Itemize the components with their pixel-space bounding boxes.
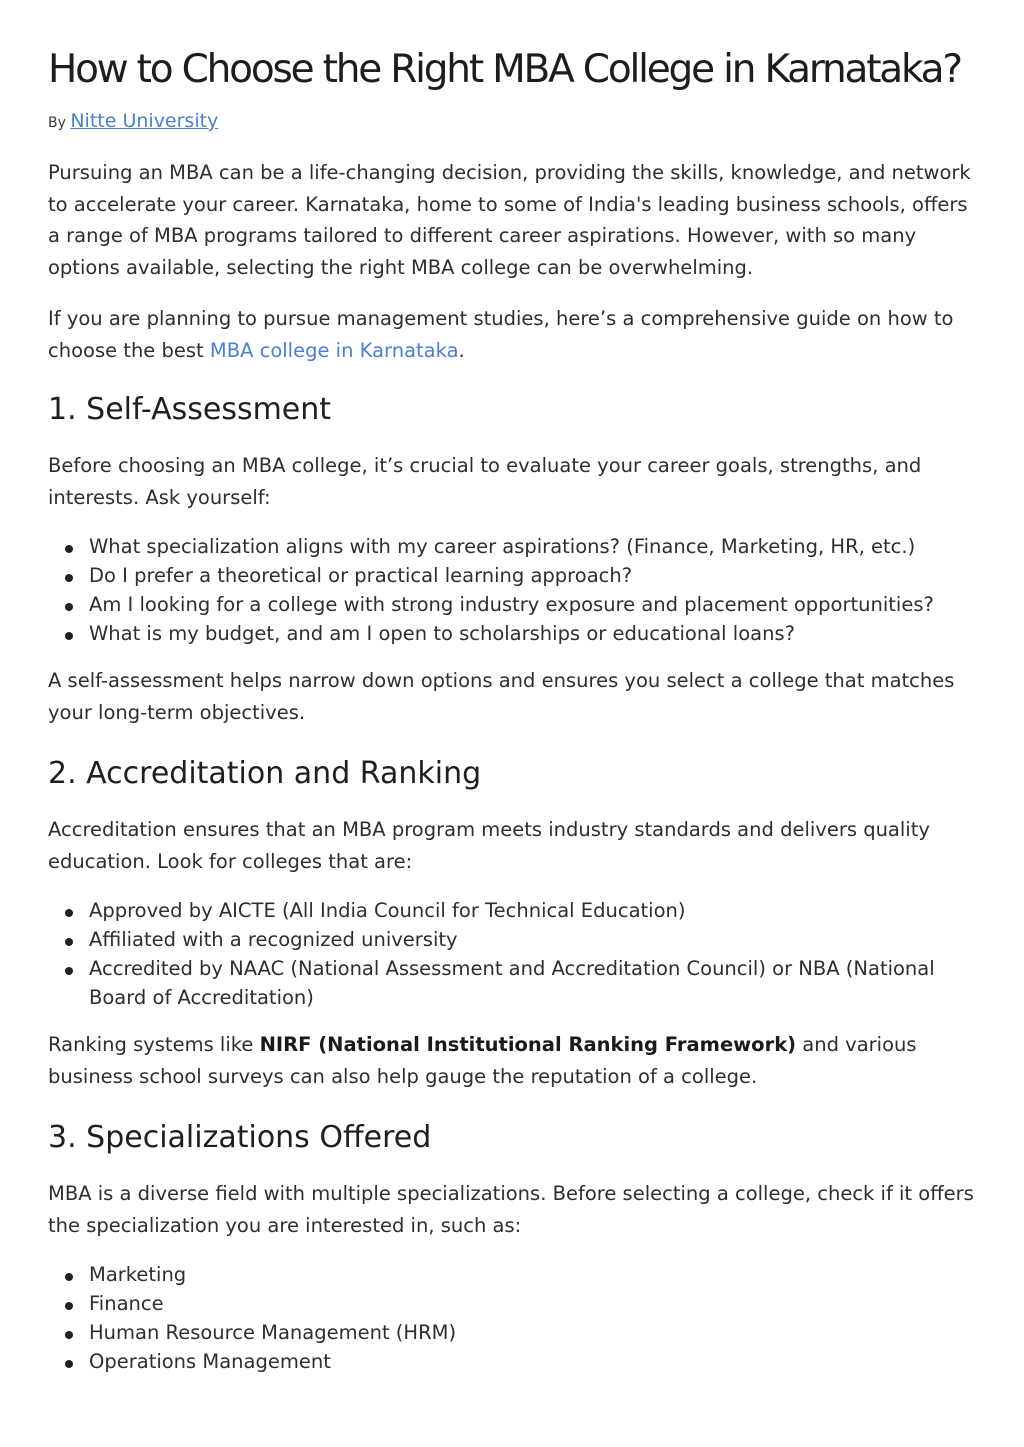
section-heading-specializations: 3. Specializations Offered	[48, 1120, 432, 1155]
section2-outro-end: and various business school surveys can also help gauge the reputation of a college.	[48, 1033, 917, 1088]
section2-intro: Accreditation ensures that an MBA program meets industry standards and delivers quality education. Look for colleges that are:	[48, 818, 930, 873]
section-heading-self-assessment: 1. Self-Assessment	[48, 392, 332, 427]
list-item: Accredited by NAAC (National Assessment and Accreditation Council) or NBA (National Board of Accreditation)	[89, 954, 976, 1012]
section3-intro: MBA is a diverse field with multiple specializations. Before selecting a college, check if it offers the specialization you are interested in, such as:	[48, 1182, 974, 1237]
list-item: Human Resource Management (HRM)	[89, 1318, 976, 1347]
list-item: Am I looking for a college with strong industry exposure and placement opportunities?	[89, 590, 976, 619]
list-item: Finance	[89, 1289, 976, 1318]
section1-intro: Before choosing an MBA college, it’s crucial to evaluate your career goals, strengths, and interests. Ask yourself:	[48, 454, 922, 509]
byline	[48, 110, 976, 134]
section3-list	[48, 1260, 976, 1376]
section2-outro-text: Ranking systems like	[48, 1033, 260, 1056]
intro-p2-end: .	[458, 338, 465, 362]
section2-list	[48, 896, 976, 1012]
section1-outro: A self-assessment helps narrow down options and ensures you select a college that matches your long-term objectives.	[48, 669, 955, 724]
list-item: Approved by AICTE (All India Council for Technical Education)	[89, 896, 976, 925]
section1-list	[48, 532, 976, 648]
mba-college-link[interactable]: MBA college in Karnataka	[209, 338, 459, 362]
list-item: Marketing	[89, 1260, 976, 1289]
list-item: Operations Management	[89, 1347, 976, 1376]
section-heading-accreditation: 2. Accreditation and Ranking	[48, 756, 482, 791]
list-item: Do I prefer a theoretical or practical learning approach?	[89, 561, 976, 590]
nirf-bold-text: NIRF (National Institutional Ranking Framework)	[259, 1033, 797, 1056]
article-title: How to Choose the Right MBA College in Karnataka?	[48, 47, 961, 92]
intro-paragraph-2	[48, 303, 976, 366]
section2-outro	[48, 1029, 976, 1092]
intro-paragraph-1: Pursuing an MBA can be a life-changing decision, providing the skills, knowledge, and network to accelerate your career. Karnataka, home to some of India's leading business schools, offers a range of MBA programs tailored to different career aspirations. However, with so many options available, selecting the right MBA college can be overwhelming.	[48, 161, 971, 279]
list-item: What is my budget, and am I open to scholarships or educational loans?	[89, 619, 976, 648]
byline-prefix: By	[48, 115, 66, 131]
intro-p2-text: If you are planning to pursue management studies, here’s a comprehensive guide on how to choose the best	[48, 307, 954, 362]
list-item: Affiliated with a recognized university	[89, 925, 976, 954]
author-link[interactable]: Nitte University	[70, 110, 219, 132]
list-item: What specialization aligns with my career aspirations? (Finance, Marketing, HR, etc.)	[89, 532, 976, 561]
